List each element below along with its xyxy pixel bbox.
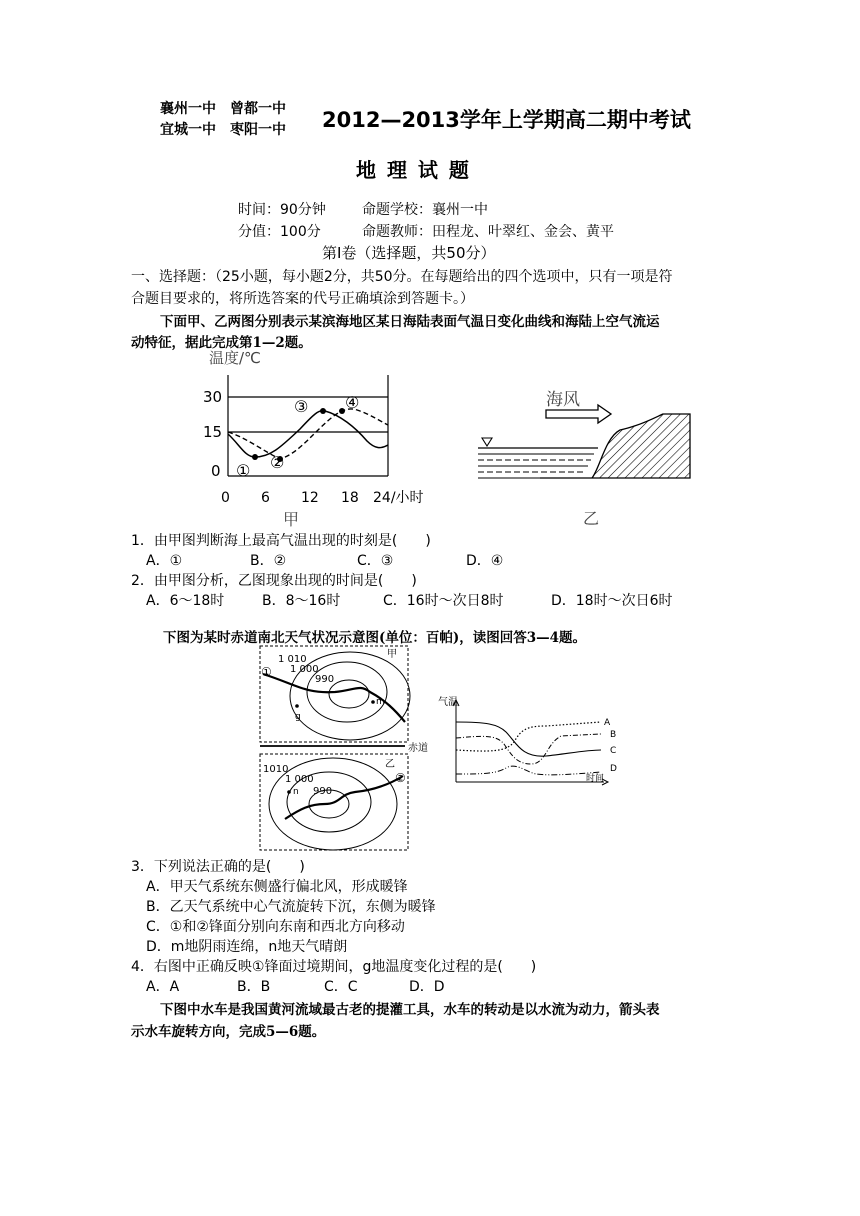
equator-label: 赤道 xyxy=(408,743,428,754)
exam-time: 时间：90分钟 xyxy=(238,202,326,218)
group2-intro: 下图为某时赤道南北天气状况示意图(单位：百帕)，读图回答3—4题。 xyxy=(163,630,587,646)
exam-score: 分值：100分 xyxy=(238,224,321,240)
figure-yi xyxy=(470,378,700,530)
map-north-isobar-1010: 1 010 xyxy=(278,654,307,665)
weather-maps xyxy=(255,644,430,856)
temp-chart-ylabel: 气温 xyxy=(438,697,458,708)
exam-title: 2012—2013学年上学期高二期中考试 xyxy=(322,108,691,132)
figure-jia-ylabel: 温度/℃ xyxy=(209,349,261,367)
figure-jia xyxy=(195,345,424,530)
map-north-isobar-1000: 1 000 xyxy=(290,664,319,675)
ytick-15: 15 xyxy=(203,423,223,441)
wind-label: 海风 xyxy=(546,390,580,410)
schools-row2: 宜城一中 枣阳一中 xyxy=(160,122,286,138)
group1-intro-line1: 下面甲、乙两图分别表示某滨海地区某日海陆表面气温日变化曲线和海陆上空气流运 xyxy=(160,314,660,330)
map-south-label: 乙 xyxy=(385,759,395,770)
exam-school: 命题学校：襄州一中 xyxy=(362,202,488,218)
section-intro-line2: 合题目要求的，将所选答案的代号正确填涂到答题卡。） xyxy=(131,291,474,307)
figure-jia-caption: 甲 xyxy=(283,510,300,529)
q1-stem: 1．由甲图判断海上最高气温出现的时刻是( ) xyxy=(131,533,431,549)
temp-chart-series-a: A xyxy=(604,718,611,728)
figure-yi-caption: 乙 xyxy=(583,509,600,528)
map-south-isobar-1010: 1010 xyxy=(263,764,289,775)
marker-3: ③ xyxy=(294,397,309,416)
schools-row1: 襄州一中 曾都一中 xyxy=(160,101,286,117)
section-intro-line1: 一、选择题：（25小题，每小题2分，共50分。在每题给出的四个选项中，只有一项是符 xyxy=(131,269,673,285)
ytick-0: 0 xyxy=(211,462,221,480)
marker-2: ② xyxy=(270,453,285,472)
marker-4: ④ xyxy=(345,393,360,412)
map-north-isobar-990: 990 xyxy=(315,674,335,685)
volume-title: 第Ⅰ卷（选择题，共50分） xyxy=(322,244,496,262)
temp-chart-series-d: D xyxy=(610,764,617,774)
q4-option-c[interactable]: C．C xyxy=(324,979,358,995)
q3-stem: 3．下列说法正确的是( ) xyxy=(131,859,305,875)
q2-stem: 2．由甲图分析，乙图现象出现的时间是( ) xyxy=(131,573,417,589)
q3-option-b[interactable]: B．乙天气系统中心气流旋转下沉，东侧为暖锋 xyxy=(146,899,436,915)
q2-option-a[interactable]: A．6～18时 xyxy=(146,593,225,609)
q2-option-c[interactable]: C．16时～次日8时 xyxy=(383,593,504,609)
group3-intro-line2: 示水车旋转方向，完成5—6题。 xyxy=(131,1024,326,1040)
temp-chart-series-c: C xyxy=(610,746,617,756)
q2-option-b[interactable]: B．8～16时 xyxy=(262,593,341,609)
xtick-24: 24/小时 xyxy=(373,490,424,506)
q3-option-a[interactable]: A．甲天气系统东侧盛行偏北风，形成暖锋 xyxy=(146,879,408,895)
temp-chart-xlabel: 时间 xyxy=(586,774,605,784)
group1-intro-line2: 动特征，据此完成第1—2题。 xyxy=(131,335,312,351)
xtick-6: 6 xyxy=(261,490,270,506)
map-north-m: m xyxy=(376,697,385,707)
marker-1: ① xyxy=(236,461,251,480)
map-south-front: ② xyxy=(395,771,406,785)
map-south-n: n xyxy=(293,787,299,797)
group3-intro-line1: 下图中水车是我国黄河流域最古老的提灌工具，水车的转动是以水流为动力，箭头表 xyxy=(160,1002,660,1018)
q1-option-a[interactable]: A．① xyxy=(146,553,183,569)
q4-option-a[interactable]: A．A xyxy=(146,979,180,995)
q1-option-b[interactable]: B．② xyxy=(250,553,287,569)
temp-chart xyxy=(436,692,622,790)
q4-option-b[interactable]: B．B xyxy=(237,979,271,995)
map-north-g: g xyxy=(295,712,301,722)
ytick-30: 30 xyxy=(203,388,223,406)
q1-option-d[interactable]: D．④ xyxy=(466,553,504,569)
xtick-0: 0 xyxy=(221,490,230,506)
xtick-12: 12 xyxy=(301,490,319,506)
map-north-front: ① xyxy=(261,665,272,679)
xtick-18: 18 xyxy=(341,490,359,506)
map-north-label: 甲 xyxy=(387,649,397,660)
q3-option-c[interactable]: C．①和②锋面分别向东南和西北方向移动 xyxy=(146,919,405,935)
q3-option-d[interactable]: D．m地阴雨连绵，n地天气晴朗 xyxy=(146,939,348,955)
q1-option-c[interactable]: C．③ xyxy=(357,553,394,569)
q4-option-d[interactable]: D．D xyxy=(409,979,445,995)
map-south-isobar-1000: 1 000 xyxy=(285,774,314,785)
map-south-isobar-990: 990 xyxy=(313,786,333,797)
temp-chart-series-b: B xyxy=(610,730,617,740)
exam-teachers: 命题教师：田程龙、叶翠红、金会、黄平 xyxy=(362,224,614,240)
q2-option-d[interactable]: D．18时～次日6时 xyxy=(551,593,673,609)
q4-stem: 4．右图中正确反映①锋面过境期间，g地温度变化过程的是( ) xyxy=(131,959,537,975)
water-level-icon xyxy=(482,438,492,446)
subject-title: 地 理 试 题 xyxy=(356,158,471,182)
